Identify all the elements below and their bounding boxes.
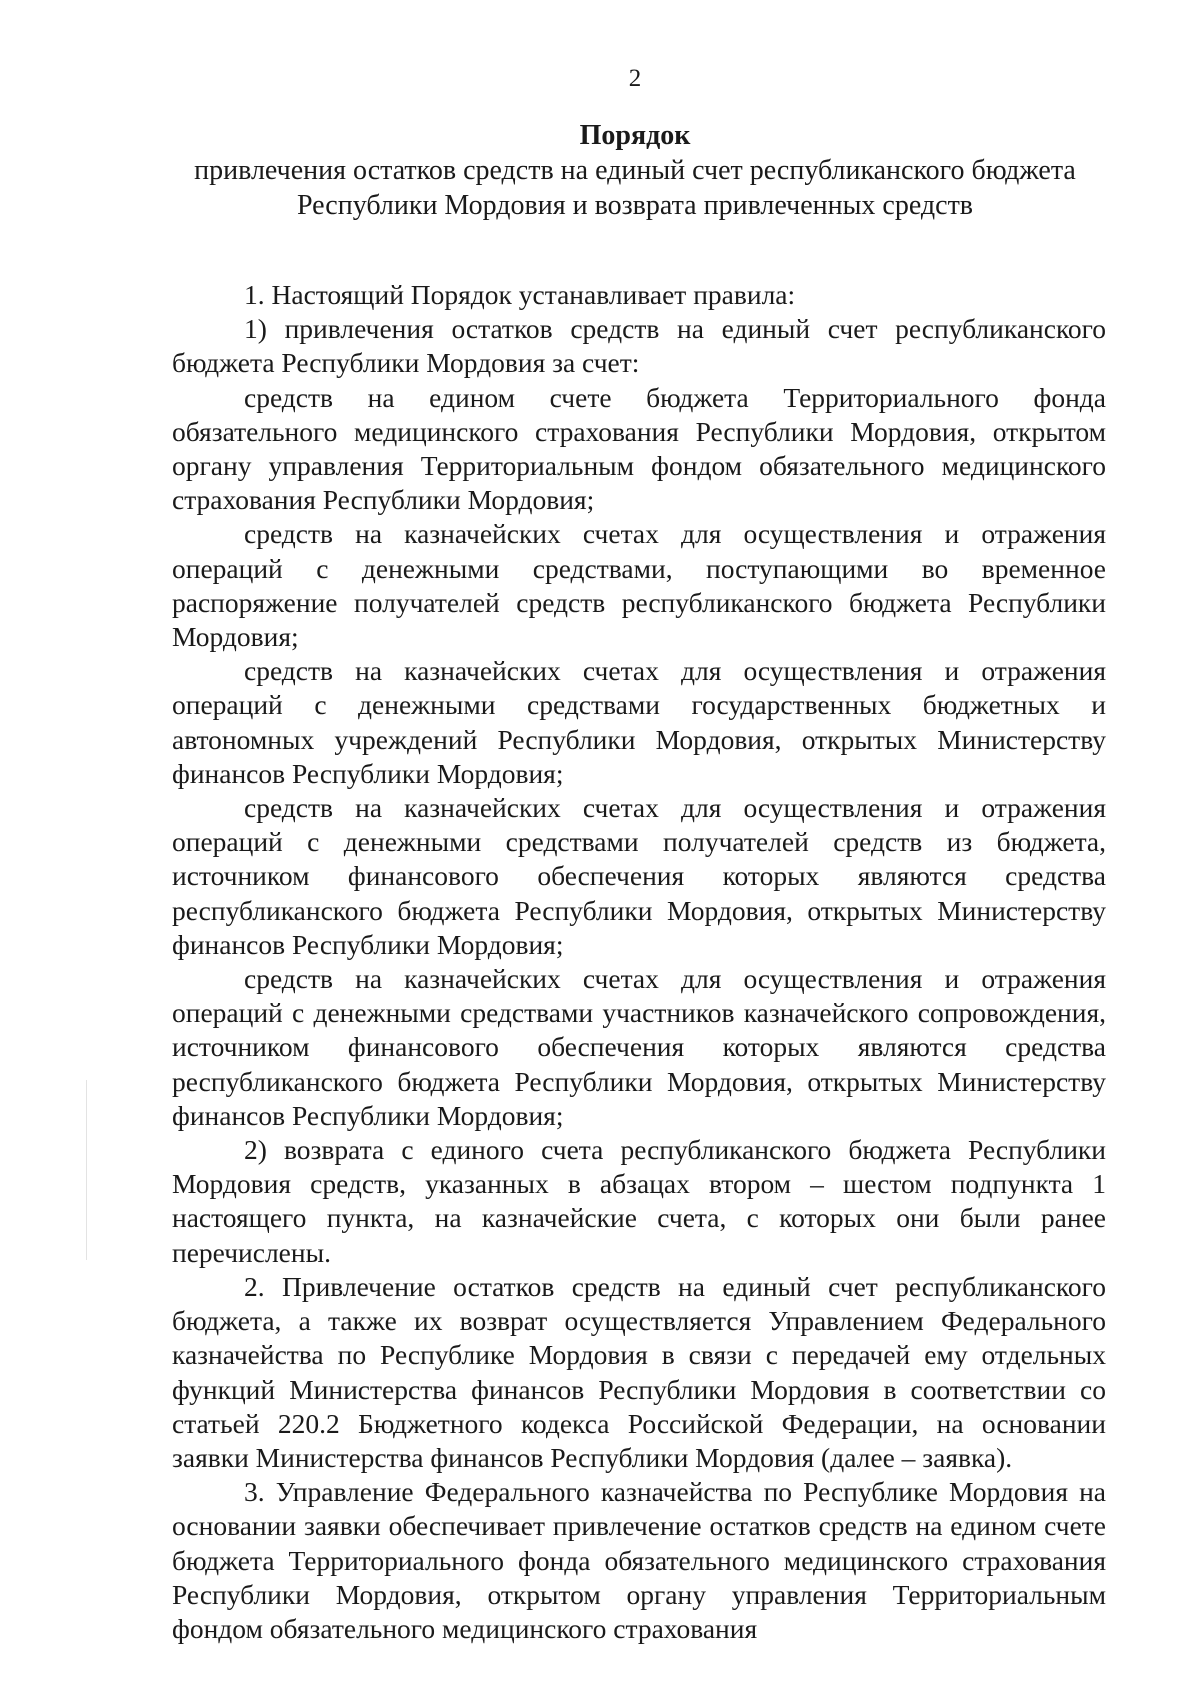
paragraph-1-source-4: средств на казначейских счетах для осуществления и отражения операций с денежными средствами получателей средств из бюджета, источником финансового обеспечения которых являются средства республиканского бюджета Республики Мордовия, открытых Министерству финансов Республики Мордовия; <box>172 792 1106 960</box>
paragraph-1: 1. Настоящий Порядок устанавливает правила: <box>244 279 796 310</box>
paragraph-1-source-5: средств на казначейских счетах для осуществления и отражения операций с денежными средствами участников казначейского сопровождения, источником финансового обеспечения которых являются средства республиканского бюджета Республики Мордовия, открытых Министерству финансов Республики Мордовия; <box>172 963 1106 1131</box>
paragraph-2: 2. Привлечение остатков средств на единый счет республиканского бюджета, а также их возврат осуществляется Управлением Федерального казначейства по Республике Мордовия в связи с передачей ему отдельных функций Министерства финансов Республики Мордовия в соответствии со статьей 220.2 Бюджетного кодекса Российской Федерации, на основании заявки Министерства финансов Республики Мордовия (далее – заявка). <box>172 1270 1106 1473</box>
document-title: Порядок <box>579 120 691 151</box>
paragraph-3: 3. Управление Федерального казначейства по Республике Мордовия на основании заявки обеспечивает привлечение остатков средств на едином счете бюджета Территориального фонда обязательного медицинского страхования Республики Мордовия, открытом органу управления Территориальным фондом обязательного медицинского страхования <box>172 1476 1106 1644</box>
paragraph-1-source-3: средств на казначейских счетах для осуществления и отражения операций с денежными средствами государственных бюджетных и автономных учреждений Республики Мордовия, открытых Министерству финансов Республики Мордовия; <box>172 655 1106 789</box>
paragraph-1-source-1: средств на едином счете бюджета Территориального фонда обязательного медицинского страхования Республики Мордовия, открытом органу управления Территориальным фондом обязательного медицинского страхования Республики Мордовия; <box>172 381 1106 516</box>
document-subtitle-line-2: Республики Мордовия и возврата привлеченных средств <box>296 190 974 221</box>
paragraph-1-subitem-2: 2) возврата с единого счета республиканского бюджета Республики Мордовия средств, указанных в абзацах втором – шестом подпункта 1 настоящего пункта, на казначейские счета, с которых они были ранее перечислены. <box>172 1134 1106 1268</box>
page-number: 2 <box>628 65 642 92</box>
document-body <box>172 278 1106 1646</box>
scan-artifact-line <box>86 1080 87 1260</box>
document-subtitle-line-1: привлечения остатков средств на единый счет республиканского бюджета <box>194 155 1076 186</box>
paragraph-1-subitem-1: 1) привлечения остатков средств на единый счет республиканского бюджета Республики Мордовия за счет: <box>172 313 1106 379</box>
title-block <box>170 118 1100 223</box>
paragraph-1-source-2: средств на казначейских счетах для осуществления и отражения операций с денежными средствами, поступающими во временное распоряжение получателей средств республиканского бюджета Республики Мордовия; <box>172 518 1106 653</box>
